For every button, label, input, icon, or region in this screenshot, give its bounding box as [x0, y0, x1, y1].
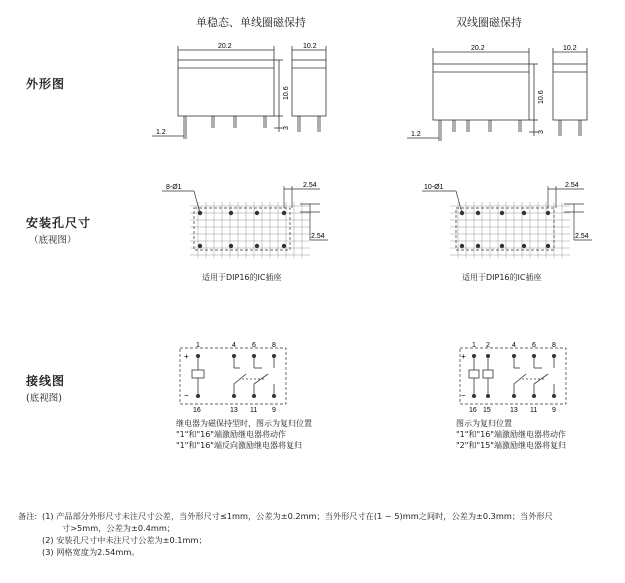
wiring-desc-line: "2"和"15"端激励继电器将复归 — [456, 441, 566, 450]
right-column-title: 双线圈磁保持 — [456, 16, 522, 29]
length-dim-label: 20.2 — [471, 45, 485, 52]
plus-sign: + — [184, 352, 189, 361]
pin-2-label: 2 — [486, 342, 490, 349]
pin-8-label: 8 — [272, 342, 276, 349]
pin-6-label: 6 — [532, 342, 536, 349]
notes-block — [42, 510, 617, 558]
wiring-desc-line: "1"和"16"端激励继电器将动作 — [176, 430, 286, 439]
pin-4-label: 4 — [512, 342, 516, 349]
pitch-v-label: 2.54 — [311, 233, 325, 240]
pin-16-label: 16 — [469, 407, 477, 414]
height-dim-label: 10.6 — [538, 90, 545, 104]
width-dim-label: 10.2 — [563, 45, 577, 52]
pin-13-label: 13 — [510, 407, 518, 414]
wiring-diagram-left — [170, 340, 300, 415]
pin-8-label: 8 — [552, 342, 556, 349]
outline-row-label: 外形图 — [26, 77, 66, 91]
pin-offset-label: 1.2 — [156, 129, 166, 136]
pin-13-label: 13 — [230, 407, 238, 414]
height-dim-label: 10.6 — [283, 86, 290, 100]
pin-11-label: 11 — [250, 407, 258, 414]
pin-length-label: 3 — [538, 130, 545, 134]
wiring-diagram-right — [450, 340, 580, 415]
wiring-row-label: 接线图 — [26, 374, 66, 388]
length-dim-label: 20.2 — [218, 43, 232, 50]
pin-6-label: 6 — [252, 342, 256, 349]
plus-sign: + — [461, 352, 466, 361]
wiring-desc-left — [176, 418, 312, 451]
relay-side-body — [292, 60, 326, 116]
pin-length-label: 3 — [283, 126, 290, 130]
pin-1-label: 1 — [472, 342, 476, 349]
outline-drawing-right — [405, 40, 605, 145]
note-item-3: (3) 网格宽度为2.54mm。 — [42, 547, 140, 557]
pitch-v-label: 2.54 — [575, 233, 589, 240]
hole-caption-right: 适用于DIP16的IC插座 — [462, 273, 542, 282]
hole-count-label: 8-Ø1 — [166, 184, 182, 191]
hole-caption-left: 适用于DIP16的IC插座 — [202, 273, 282, 282]
hole-layout-left — [160, 176, 340, 268]
outline-drawing-left — [150, 40, 350, 145]
width-dim-label: 10.2 — [303, 43, 317, 50]
pin-9-label: 9 — [552, 407, 556, 414]
wiring-desc-line: "1"和"16"端反向激励继电器将复归 — [176, 441, 302, 450]
note-item-1: (1) 产品部分外形尺寸未注尺寸公差，当外形尺寸≤1mm，公差为±0.2mm；当外形尺寸在(1 ~ 5)mm之间时，公差为±0.3mm；当外形尺 — [42, 511, 553, 521]
pitch-h-label: 2.54 — [303, 182, 317, 189]
left-column-title: 单稳态、单线圈磁保持 — [196, 16, 306, 29]
minus-sign: − — [184, 391, 189, 400]
hole-count-label: 10-Ø1 — [424, 184, 444, 191]
minus-sign: − — [461, 391, 466, 400]
pin-9-label: 9 — [272, 407, 276, 414]
pin-16-label: 16 — [193, 407, 201, 414]
pin-1-label: 1 — [196, 342, 200, 349]
holes-row-sublabel: （底视图） — [29, 235, 77, 246]
pin-11-label: 11 — [530, 407, 538, 414]
note-item-1-cont: 寸>5mm，公差为±0.4mm； — [62, 523, 175, 533]
pin-4-label: 4 — [232, 342, 236, 349]
pin-15-label: 15 — [483, 407, 491, 414]
note-item-2: (2) 安装孔尺寸中未注尺寸公差为±0.1mm； — [42, 535, 207, 545]
wiring-desc-line: 继电器为磁保持型时，图示为复归位置 — [176, 419, 312, 428]
notes-prefix: 备注: — [18, 511, 38, 521]
wiring-desc-right — [456, 418, 566, 451]
wiring-desc-line: 图示为复归位置 — [456, 419, 512, 428]
pitch-h-label: 2.54 — [565, 182, 579, 189]
hole-layout-right — [420, 176, 600, 268]
pin-offset-label: 1.2 — [411, 131, 421, 138]
holes-row-label: 安装孔尺寸 — [26, 216, 92, 230]
wiring-row-sublabel: (底视图) — [26, 393, 62, 404]
wiring-desc-line: "1"和"16"端激励继电器将动作 — [456, 430, 566, 439]
relay-front-body — [178, 60, 274, 116]
